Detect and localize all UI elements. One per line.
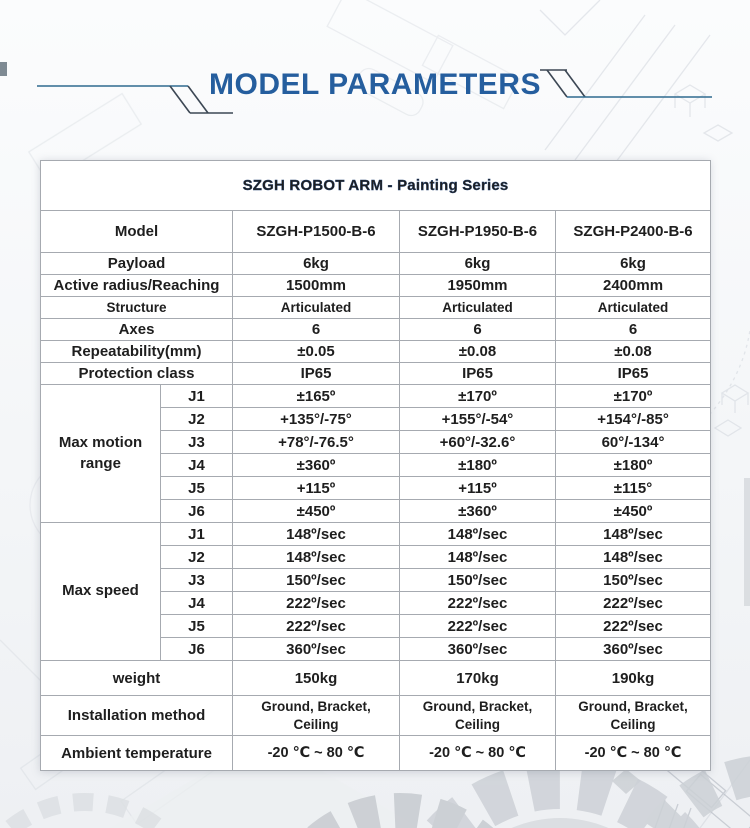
row-label-active-radius-reaching: Active radius/Reaching [41, 275, 233, 297]
cell-structure-0: Articulated [233, 297, 400, 319]
cell-max-speed-j5-0: 222º/sec [233, 615, 400, 638]
cell-max-speed-j5-2: 222º/sec [556, 615, 711, 638]
cell-max-motion-range-j2-2: +154°/-85° [556, 408, 711, 431]
cell-max-speed-j1-0: 148º/sec [233, 523, 400, 546]
cell-max-speed-j1-2: 148º/sec [556, 523, 711, 546]
cell-active-radius-reaching-0: 1500mm [233, 275, 400, 297]
cell-max-speed-j3-1: 150º/sec [400, 569, 556, 592]
cell-max-motion-range-j5-1: +115º [400, 477, 556, 500]
cell-ambient-temperature-1: -20 ℃ ~ 80 ℃ [400, 736, 556, 771]
gear-graphic [0, 775, 750, 828]
cell-installation-method-2: Ground, Bracket, Ceiling [556, 696, 711, 736]
row-label-weight: weight [41, 661, 233, 696]
row-label-axes: Axes [41, 319, 233, 341]
table-title-row [41, 161, 711, 211]
row-label-payload: Payload [41, 253, 233, 275]
joint-label-j2: J2 [161, 408, 233, 431]
header-decoration [0, 0, 750, 130]
cell-weight-0: 150kg [233, 661, 400, 696]
joint-label-j3: J3 [161, 569, 233, 592]
cell-ambient-temperature-0: -20 ℃ ~ 80 ℃ [233, 736, 400, 771]
cell-max-speed-j3-2: 150º/sec [556, 569, 711, 592]
page-title: MODEL PARAMETERS [209, 68, 541, 101]
spec-row-max-speed-j1 [41, 523, 711, 546]
cell-max-speed-j2-1: 148º/sec [400, 546, 556, 569]
joint-label-j6: J6 [161, 500, 233, 523]
cell-active-radius-reaching-1: 1950mm [400, 275, 556, 297]
spec-row-active-radius-reaching [41, 275, 711, 297]
spec-row-installation-method [41, 696, 711, 736]
row-label-ambient-temperature: Ambient temperature [41, 736, 233, 771]
joint-label-j5: J5 [161, 615, 233, 638]
spec-row-payload [41, 253, 711, 275]
cell-structure-1: Articulated [400, 297, 556, 319]
cell-max-motion-range-j6-0: ±450º [233, 500, 400, 523]
joint-label-j4: J4 [161, 592, 233, 615]
joint-label-j5: J5 [161, 477, 233, 500]
cell-max-motion-range-j2-0: +135°/-75° [233, 408, 400, 431]
column-header-model-3: SZGH-P2400-B-6 [556, 211, 711, 253]
cell-max-motion-range-j1-1: ±170º [400, 385, 556, 408]
cell-max-motion-range-j4-0: ±360º [233, 454, 400, 477]
joint-label-j3: J3 [161, 431, 233, 454]
spec-row-repeatability-mm [41, 341, 711, 363]
cell-max-motion-range-j3-1: +60°/-32.6° [400, 431, 556, 454]
cell-max-motion-range-j3-2: 60°/-134° [556, 431, 711, 454]
cell-max-motion-range-j3-0: +78°/-76.5° [233, 431, 400, 454]
spec-table [40, 160, 711, 771]
cell-max-speed-j6-0: 360º/sec [233, 638, 400, 661]
table-title: SZGH ROBOT ARM - Painting Series [41, 161, 711, 211]
column-header-model-1: SZGH-P1500-B-6 [233, 211, 400, 253]
row-label-installation-method: Installation method [41, 696, 233, 736]
cell-payload-2: 6kg [556, 253, 711, 275]
spec-row-structure [41, 297, 711, 319]
joint-label-j1: J1 [161, 385, 233, 408]
spec-row-weight [41, 661, 711, 696]
cell-payload-0: 6kg [233, 253, 400, 275]
cell-max-motion-range-j4-2: ±180º [556, 454, 711, 477]
spec-card [40, 160, 710, 771]
cell-repeatability-mm-2: ±0.08 [556, 341, 711, 363]
group-label-max-speed: Max speed [41, 523, 161, 661]
joint-label-j2: J2 [161, 546, 233, 569]
cell-active-radius-reaching-2: 2400mm [556, 275, 711, 297]
joint-label-j1: J1 [161, 523, 233, 546]
cell-axes-1: 6 [400, 319, 556, 341]
cell-max-motion-range-j6-1: ±360º [400, 500, 556, 523]
cell-axes-2: 6 [556, 319, 711, 341]
cell-axes-0: 6 [233, 319, 400, 341]
spec-row-ambient-temperature [41, 736, 711, 771]
cell-protection-class-1: IP65 [400, 363, 556, 385]
cell-max-speed-j4-2: 222º/sec [556, 592, 711, 615]
cell-max-speed-j3-0: 150º/sec [233, 569, 400, 592]
spec-row-protection-class [41, 363, 711, 385]
joint-label-j6: J6 [161, 638, 233, 661]
cell-ambient-temperature-2: -20 ℃ ~ 80 ℃ [556, 736, 711, 771]
cell-weight-2: 190kg [556, 661, 711, 696]
row-label-structure: Structure [41, 297, 233, 319]
group-label-max-motion-range: Max motion range [41, 385, 161, 523]
cell-max-speed-j6-1: 360º/sec [400, 638, 556, 661]
cell-max-speed-j6-2: 360º/sec [556, 638, 711, 661]
spec-table-body [41, 253, 711, 771]
cell-max-speed-j4-1: 222º/sec [400, 592, 556, 615]
cell-payload-1: 6kg [400, 253, 556, 275]
cell-max-speed-j2-2: 148º/sec [556, 546, 711, 569]
cell-weight-1: 170kg [400, 661, 556, 696]
spec-row-axes [41, 319, 711, 341]
row-label-repeatability-mm: Repeatability(mm) [41, 341, 233, 363]
column-header-model-2: SZGH-P1950-B-6 [400, 211, 556, 253]
cell-max-motion-range-j2-1: +155°/-54° [400, 408, 556, 431]
model-header-row [41, 211, 711, 253]
column-header-model: Model [41, 211, 233, 253]
cell-max-speed-j5-1: 222º/sec [400, 615, 556, 638]
cell-max-motion-range-j1-0: ±165º [233, 385, 400, 408]
header [0, 0, 750, 130]
row-label-protection-class: Protection class [41, 363, 233, 385]
cell-repeatability-mm-1: ±0.08 [400, 341, 556, 363]
cell-max-motion-range-j6-2: ±450º [556, 500, 711, 523]
joint-label-j4: J4 [161, 454, 233, 477]
cell-max-motion-range-j4-1: ±180º [400, 454, 556, 477]
cell-structure-2: Articulated [556, 297, 711, 319]
cell-protection-class-0: IP65 [233, 363, 400, 385]
cell-max-motion-range-j1-2: ±170º [556, 385, 711, 408]
cell-installation-method-0: Ground, Bracket, Ceiling [233, 696, 400, 736]
cell-max-speed-j2-0: 148º/sec [233, 546, 400, 569]
cell-max-speed-j1-1: 148º/sec [400, 523, 556, 546]
cell-max-speed-j4-0: 222º/sec [233, 592, 400, 615]
cell-max-motion-range-j5-2: ±115° [556, 477, 711, 500]
cell-repeatability-mm-0: ±0.05 [233, 341, 400, 363]
cell-max-motion-range-j5-0: +115º [233, 477, 400, 500]
cell-installation-method-1: Ground, Bracket, Ceiling [400, 696, 556, 736]
spec-row-max-motion-range-j1 [41, 385, 711, 408]
cell-protection-class-2: IP65 [556, 363, 711, 385]
